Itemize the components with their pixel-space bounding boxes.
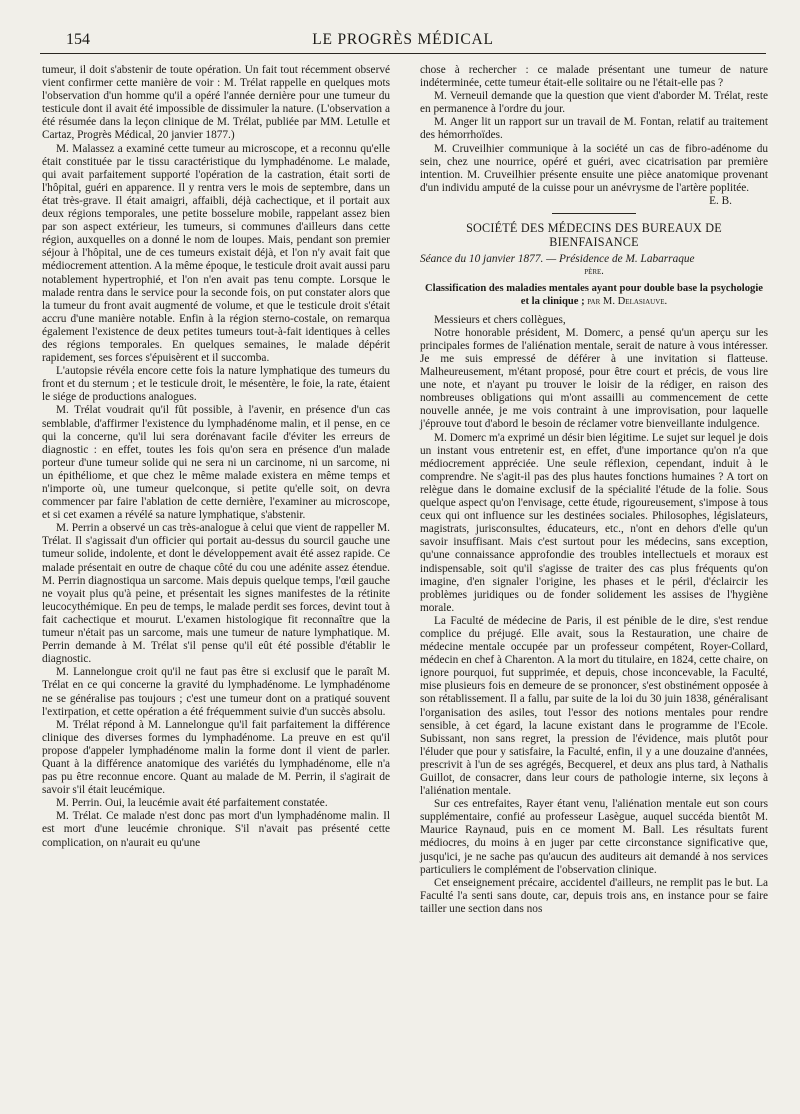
paragraph: M. Malassez a examiné cette tumeur au microscope, et a reconnu qu'elle était constituée par le tissu caractéristique du lymphadénome. Le malade, qui avait parfaitement supporté l'opération de la castration, était sorti de l'hôpital, guéri en apparence. Il y rentra vers le mois de septembre, dans un état très-grave. Il était amaigri, affaibli, déjà cachectique, et il portait aux deux régions temporales, une petite bosselure mobile, rappelant assez bien par son aspect extérieur, les tumeurs, si communes d'ailleurs dans cette région, auxquelles on a donné le nom de loupes. Mais, pendant son premier séjour à l'hôpital, une de ces tumeurs existait déjà, et l'on n'y avait fait que médiocrement attention. A la même époque, le testicule droit avait aussi paru notablement hypertrophié, et l'on n'en avait pas tenu compte. Lorsque le malade rentra dans le service pour la seconde fois, on put constater alors que la tumeur du front avait augmenté de volume, et que le testicule droit s'était accru d'une manière notable. Enfin à la région sterno-costale, on remarqua également l'existence de deux petites tumeurs tout-à-fait identiques à celles des régions temporales. En quelques semaines, le malade dépérit rapidement, ses forces s'épuisèrent et il succomba. — [42, 142, 390, 365]
paragraph: L'autopsie révéla encore cette fois la nature lymphatique des tumeurs du front et du sternum ; et le testicule droit, le mésentère, le foie, la rate, étaient le siége de productions analogues. — [42, 365, 390, 404]
paragraph: M. Domerc m'a exprimé un désir bien légitime. Le sujet sur lequel je dois un instant vous entretenir est, en effet, d'une importance qu'on n'a que médiocrement appréciée. Une seule réflexion, cependant, induit à le comprendre. Ne s'agit-il pas des plus hautes fonctions humaines ? A tort on relègue dans le domaine exclusif de la spécialité l'étude de la folie. Sous quelque aspect qu'on l'envisage, cette étude, rigoureusement, s'impose à tous ceux qui ont influence sur les destinées sociales. Philosophes, législateurs, magistrats, jurisconsultes, éducateurs, etc., n'ont en dehors d'elle qu'un savoir insuffisant. Mais c'est surtout pour les médecins, sans exception, qu'une connaissance approfondie des troubles intellectuels et moraux est indispensable, soit qu'il s'agisse de traiter des cas plus fréquents qu'on imagine, d'en signaler l'origine, les phases et le péril, d'éclaircir les problèmes juridiques ou de fonder solidement les assises de l'hygiène morale. — [420, 431, 768, 614]
paragraph: chose à rechercher : ce malade présentant une tumeur de nature indéterminée, cette tumeur était-elle solitaire ou ne l'était-elle pas ? — [420, 64, 768, 90]
section-divider — [552, 213, 636, 214]
article-author: par M. Delasiauve. — [587, 295, 668, 307]
paragraph: M. Trélat voudrait qu'il fût possible, à l'avenir, en présence d'un cas semblable, d'affirmer l'existence du lymphadénome malin, et il pense, en ce qui la concerne, qu'il lui sera dorénavant facile d'éviter les erreurs de diagnostic : en effet, toutes les fois qu'on sera en présence d'un malade porteur d'une tumeur solide qui ne sera ni un carcinome, ni un sarcome, ni un épithéliome, et que chez le même malade existera en même temps et n'importe où, une tumeur quelconque, si petite qu'elle soit, on devra commencer par faire l'ablation de cette dernière, l'examiner au microscope, et si cet examen a révélé sa nature lymphatique, s'abstenir. — [42, 404, 390, 522]
paragraph: M. Verneuil demande que la question que vient d'aborder M. Trélat, reste en permanence à l'ordre du jour. — [420, 90, 768, 116]
paragraph: M. Cruveilhier communique à la société un cas de fibro-adénome du sein, chez une nourrice, opéré et guéri, avec cicatrisation par première intention. M. Cruveilhier présente ensuite une pièce anatomique provenant d'un individu amputé de la cuisse pour un anévrysme de l'artère poplitée. — [420, 142, 768, 194]
salutation: Messieurs et chers collègues, — [434, 313, 566, 326]
left-column — [42, 64, 390, 850]
page-number: 154 — [66, 31, 90, 48]
page-header — [40, 29, 766, 54]
paragraph: Cet enseignement précaire, accidentel d'ailleurs, ne remplit pas le but. La Faculté l'a senti sans doute, car, depuis trois ans, en instance pour se faire tailler une section dans nos — [420, 876, 768, 915]
paragraph: M. Anger lit un rapport sur un travail de M. Fontan, relatif au traitement des hémorrhoïdes. — [420, 116, 768, 142]
article-title-text: Classification des maladies mentales ayant pour double base la psychologie et la clinique ; — [425, 283, 763, 307]
paragraph: Sur ces entrefaites, Rayer étant venu, l'aliénation mentale eut son cours supplémentaire, confié au professeur Lasègue, auquel succéda bientôt M. Maurice Raynaud, puis en ce moment M. Ball. Les résultats furent médiocres, du moins à en juger par cette circonstance significative que, jusqu'ici, je ne sache pas qu'aucun des auditeurs ait demandé à nos services particuliers le complément de l'observation clinique. — [420, 798, 768, 876]
paragraph: M. Lannelongue croit qu'il ne faut pas être si exclusif que le paraît M. Trélat en ce qui concerne la gravité du lymphadénome. Le lymphadénome ne se généralise pas toujours ; c'est une tumeur dont on a pratiqué souvent l'extirpation, et cette opération a été fréquemment suivie d'un succès absolu. — [42, 666, 390, 718]
paragraph: M. Perrin. Oui, la leucémie avait été parfaitement constatée. — [56, 797, 328, 810]
journal-title: LE PROGRÈS MÉDICAL — [312, 31, 494, 48]
paragraph: M. Perrin a observé un cas très-analogue à celui que vient de rappeller M. Trélat. Il s'agissait d'un officier qui portait au-dessus du sourcil gauche une tumeur solide, indolente, et dont le développement avait été assez rapide. Ce malade présentait en outre de chaque côté du cou une adénite assez étendue. M. Perrin diagnostiqua un sarcome. Mais depuis quelque temps, l'œil gauche ne voyait plus qu'à peine, et présentait les signes manifestes de la rétinite leucocythémique. En peu de temps, le malade perdit ses forces, devint tout à fait cachectique et mourut. L'examen histologique fit reconnaître que la tumeur n'était pas un sarcome, mais une tumeur de nature lymphatique. M. Perrin demande à M. Trélat s'il pense qu'il eût été possible d'établir le diagnostic. — [42, 522, 390, 666]
author-signature: E. B. — [709, 194, 732, 207]
right-column — [420, 64, 768, 916]
session-line-continued: père. — [584, 266, 604, 278]
paragraph: Notre honorable président, M. Domerc, a pensé qu'un aperçu sur les principales formes de l'aliénation mentale, serait de nature à vous intéresser. Je me suis empressé de déférer à une invitation si flatteuse. Malheureusement, m'étant proposé, pour être court et précis, de vous lire une note, et n'ayant pu trouver le loisir de la rédiger, en raison des nombreuses obligations qui m'ont assailli au commencement de cette nouvelle année, je me vois contraint à une improvisation, pour laquelle j'éprouve tout d'abord le besoin de réclamer votre bienveillante indulgence. — [420, 326, 768, 431]
paragraph: tumeur, il doit s'abstenir de toute opération. Un fait tout récemment observé vient confirmer cette manière de voir : M. Trélat rappelle en quelques mots l'observation d'un homme qu'il a opéré l'année dernière pour une tumeur du testicule dont il avait été impossible de dissimuler la nature. (L'observation a été résumée dans la leçon clinique de M. Trélat, publiée par MM. Letulle et Cartaz, Progrès Médical, 20 janvier 1877.) — [42, 64, 390, 142]
paragraph: M. Trélat répond à M. Lannelongue qu'il fait parfaitement la différence clinique des diverses formes du lymphadénome. La preuve en est qu'il propose d'appeler lymphadénome malin la forme dont il vient de parler. Quant à la différence anatomique des variétés du lymphadénome, elle n'a pas pu être reconnue encore. Quant au malade de M. Perrin, il s'agirait de savoir s'il était leucémique. — [42, 718, 390, 797]
session-line: Séance du 10 janvier 1877. — Présidence de M. Labarraque — [420, 253, 695, 266]
section-title: SOCIÉTÉ DES MÉDECINS DES BUREAUX DE BIENFAISANCE — [466, 221, 722, 250]
article-title — [420, 283, 768, 309]
paragraph: M. Trélat. Ce malade n'est donc pas mort d'un lymphadénome malin. Il est mort d'une leucémie chronique. S'il n'avait pas présenté cette complication, on n'aurait eu qu'une — [42, 810, 390, 849]
paragraph: La Faculté de médecine de Paris, il est pénible de le dire, s'est rendue complice du préjugé. Elle avait, sous la Restauration, une chaire de médecine mentale occupée par un professeur compétent, Royer-Collard, médecin en chef à Charenton. A la mort du titulaire, en 1824, cette chaire, on ignore pourquoi, fut supprimée, et depuis, chose inconcevable, la Faculté, mise plusieurs fois en demeure de se prononcer, s'est obstinément opposée à son rétablissement. Il a fallu, par suite de la loi du 30 juin 1838, généralisant l'organisation des asiles, tout l'essor des notions mentales pour rendre sensible, à cet égard, la lacune existant dans le programme de l'Ecole. Subissant, non sans regret, la pression de l'évidence, mais plutôt pour l'éluder que pour y satisfaire, la Faculté, enfin, il y a une douzaine d'années, prescrivit à l'un de ses agrégés, Becquerel, et deux ans plus tard, à Nathalis Guillot, de consacrer, dans leur cours de pathologie interne, six leçons à l'aliénation mentale. — [420, 614, 768, 798]
